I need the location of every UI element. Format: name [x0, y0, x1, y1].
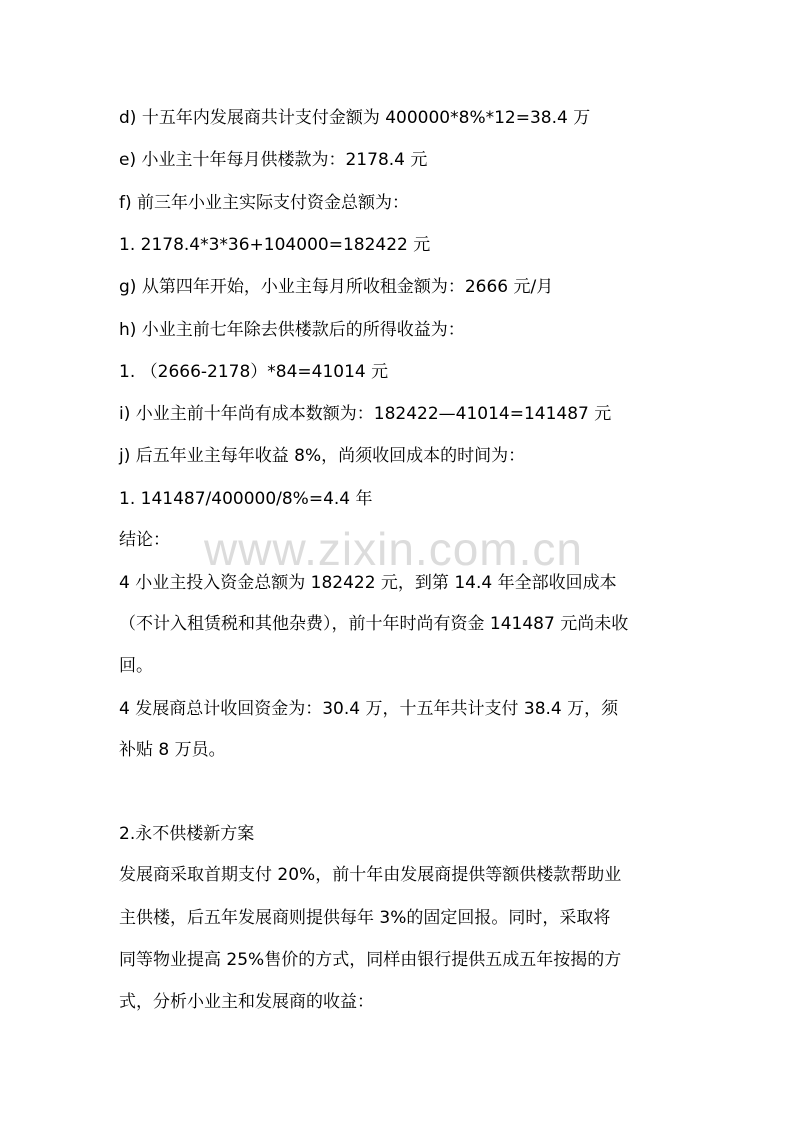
item-j: j) 后五年业主每年收益 8%，尚须收回成本的时间为： [119, 446, 526, 466]
item-j-calc: 1. 141487/400000/8%=4.4 年 [119, 489, 373, 509]
item-i: i) 小业主前十年尚有成本数额为：182422—41014=141487 元 [119, 404, 612, 424]
item-h: h) 小业主前七年除去供楼款后的所得收益为： [119, 320, 465, 340]
item-f-calc: 1. 2178.4*3*36+104000=182422 元 [119, 235, 431, 255]
watermark: www.zixin.com.cn [204, 523, 583, 575]
conclusion-1-line1: 4 小业主投入资金总额为 182422 元，到第 14.4 年全部收回成本 [119, 573, 617, 593]
paragraph-line4: 式，分析小业主和发展商的收益： [119, 992, 374, 1012]
paragraph-line1: 发展商采取首期支付 20%，前十年由发展商提供等额供楼款帮助业 [119, 865, 622, 885]
conclusion-1-line3: 回。 [119, 656, 153, 676]
item-d: d) 十五年内发展商共计支付金额为 400000*8%*12=38.4 万 [119, 108, 591, 128]
item-h-calc: 1. （2666-2178）*84=41014 元 [119, 362, 389, 382]
conclusion-2-line1: 4 发展商总计收回资金为：30.4 万，十五年共计支付 38.4 万，须 [119, 699, 619, 719]
conclusion-heading: 结论： [119, 530, 170, 550]
item-g: g) 从第四年开始，小业主每月所收租金额为：2666 元/月 [119, 277, 554, 297]
conclusion-2-line2: 补贴 8 万员。 [119, 740, 226, 760]
section-title: 2.永不供楼新方案 [119, 824, 255, 844]
conclusion-1-line2: （不计入租赁税和其他杂费），前十年时尚有资金 141487 元尚未收 [119, 614, 629, 634]
paragraph-line3: 同等物业提高 25%售价的方式，同样由银行提供五成五年按揭的方 [119, 950, 622, 970]
paragraph-line2: 主供楼，后五年发展商则提供每年 3%的固定回报。同时，采取将 [119, 908, 611, 928]
item-e: e) 小业主十年每月供楼款为：2178.4 元 [119, 150, 428, 170]
item-f: f) 前三年小业主实际支付资金总额为： [119, 193, 410, 213]
